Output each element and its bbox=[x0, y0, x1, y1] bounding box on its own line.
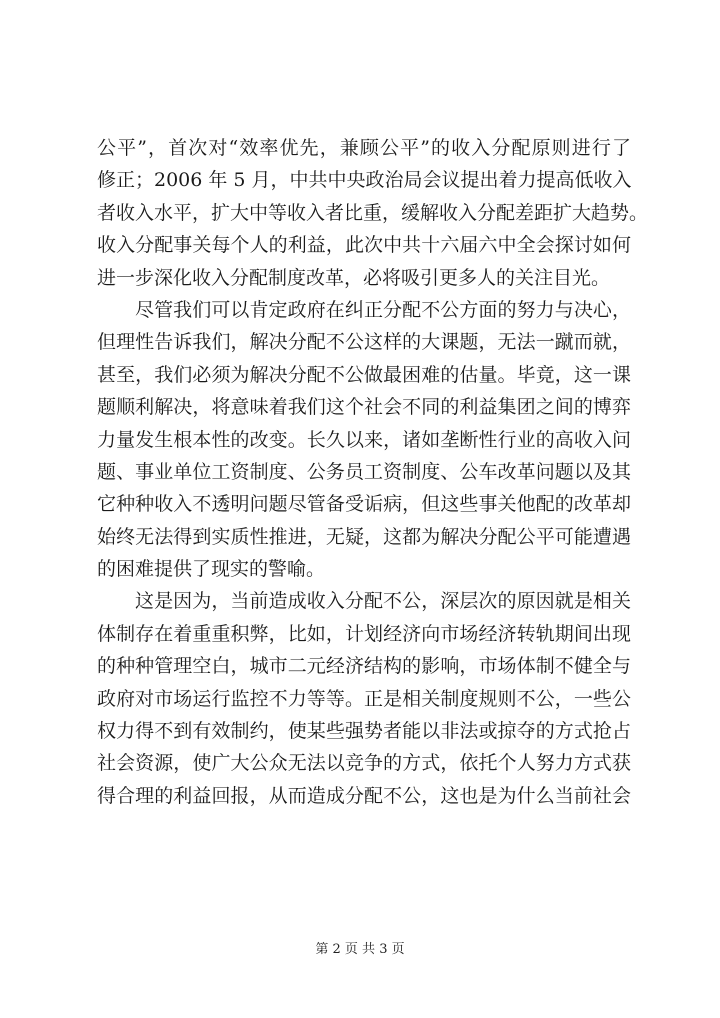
page-footer bbox=[0, 938, 720, 957]
text-line: 题顺利解决，将意味着我们这个社会不同的利益集团之间的博弈 bbox=[97, 396, 631, 419]
paragraph-start-line: 尽管我们可以肯定政府在纠正分配不公方面的努力与决心， bbox=[135, 298, 631, 321]
text-line: 公平”，首次对“效率优先，兼顾公平”的收入分配原则进行了 bbox=[97, 137, 631, 159]
text-line: 它种种收入不透明问题尽管备受诟病，但这些事关他配的改革却 bbox=[97, 493, 631, 516]
text-line: 政府对市场运行监控不力等等。正是相关制度规则不公，一些公 bbox=[97, 687, 631, 710]
text-line: 的困难提供了现实的警喻。 bbox=[97, 558, 326, 581]
text-line: 但理性告诉我们，解决分配不公这样的大课题，无法一蹴而就， bbox=[97, 331, 631, 354]
page-number-label: 第 2 页 共 3 页 bbox=[315, 942, 405, 957]
text-line: 者收入水平，扩大中等收入者比重，缓解收入分配差距扩大趋势。 bbox=[97, 201, 649, 224]
paragraph-start-line: 这是因为，当前造成收入分配不公，深层次的原因就是相关 bbox=[135, 590, 631, 613]
text-line: 社会资源，使广大公众无法以竞争的方式，依托个人努力方式获 bbox=[97, 752, 631, 775]
text-line: 题、事业单位工资制度、公务员工资制度、公车改革问题以及其 bbox=[97, 460, 631, 483]
body-text bbox=[97, 132, 649, 812]
text-line: 修正；2006 年 5 月，中共中央政治局会议提出着力提高低收入 bbox=[97, 169, 632, 192]
text-line: 体制存在着重重积弊，比如，计划经济向市场经济转轨期间出现 bbox=[97, 622, 631, 645]
text-line: 的种种管理空白，城市二元经济结构的影响，市场体制不健全与 bbox=[97, 655, 631, 678]
text-line: 进一步深化收入分配制度改革，必将吸引更多人的关注目光。 bbox=[97, 266, 611, 289]
text-line: 始终无法得到实质性推进，无疑，这都为解决分配公平可能遭遇 bbox=[97, 525, 631, 548]
text-line: 收入分配事关每个人的利益，此次中共十六届六中全会探讨如何 bbox=[97, 234, 631, 257]
text-line: 得合理的利益回报，从而造成分配不公，这也是为什么当前社会 bbox=[97, 784, 631, 807]
text-line: 甚至，我们必须为解决分配不公做最困难的估量。毕竟，这一课 bbox=[97, 363, 631, 386]
text-line: 权力得不到有效制约，使某些强势者能以非法或掠夺的方式抢占 bbox=[97, 720, 631, 743]
text-line: 力量发生根本性的改变。长久以来，诸如垄断性行业的高收入问 bbox=[97, 428, 631, 451]
